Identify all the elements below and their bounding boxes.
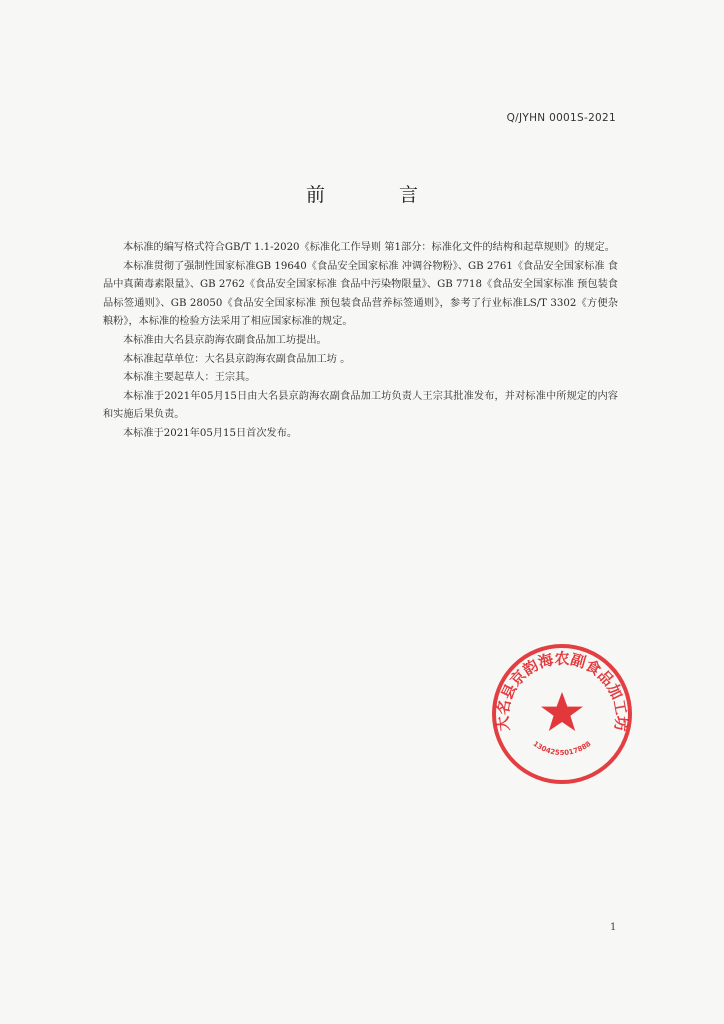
seal-code: 1304255017888 [531,739,593,758]
paragraph: 本标准主要起草人：王宗其。 [123,372,256,384]
paragraph: 本标准于2021年05月15日由大名县京韵海农副食品加工坊负责人王宗其批准发布，并对标准中所规定的内容和实施后果负责。 [103,390,618,421]
paragraph: 本标准贯彻了强制性国家标准GB 19640《食品安全国家标准 冲调谷物粉》、GB 2761《食品安全国家标准 食品中真菌毒素限量》、GB 2762《食品安全国家标准 食品中污染物限量》、GB 7718《食品安全国家标准 预包装食品标签通则》、GB 28050《食品安全国家标准 预包装食品营养标签通则》，参考了行业标准LS/T 3302《方便杂粮粉》，本标准的检验方法采用了相应国家标准的规定。 [103,260,618,328]
foreword-body [103,239,618,444]
seal-text: 大名县京韵海农副食品加工坊 [493,649,631,732]
page-number: 1 [610,922,617,933]
paragraph: 本标准起草单位：大名县京韵海农副食品加工坊 。 [123,353,351,365]
page-title: 前 言 [305,184,453,206]
star-icon [541,692,583,731]
paragraph: 本标准由大名县京韵海农副食品加工坊提出。 [123,334,327,346]
document-code: Q/JYHN 0001S-2021 [506,112,616,124]
official-seal [490,642,634,786]
paragraph: 本标准于2021年05月15日首次发布。 [123,427,298,439]
paragraph: 本标准的编写格式符合GB/T 1.1-2020《标准化工作导则 第1部分：标准化文件的结构和起草规则》的规定。 [123,242,615,253]
